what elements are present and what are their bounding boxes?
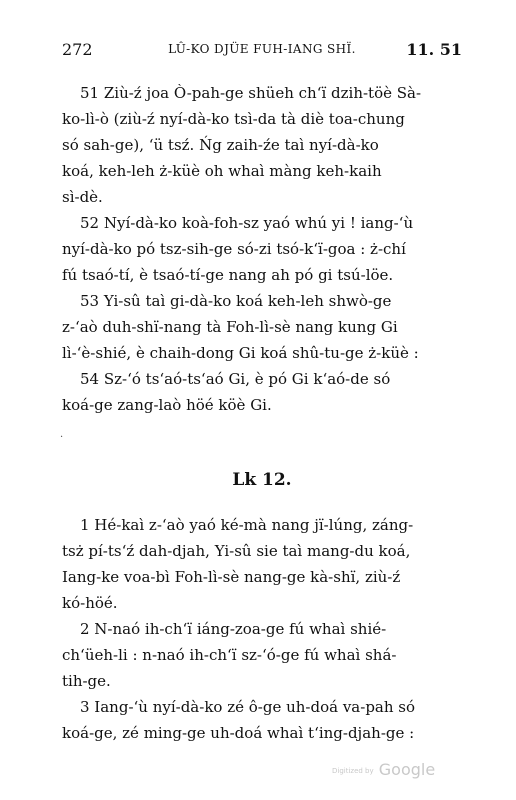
ink-speck: · xyxy=(60,432,64,443)
page-number: 272 xyxy=(62,40,93,59)
verse-53 xyxy=(62,288,462,366)
text-line: 3 Iang-‘ù nyí-dà-ko zé ô-ge uh-doá va-pah só xyxy=(80,698,416,716)
text-line: lì-‘è-shié, è chaih-dong Gi koá shû-tu-ge ż-küè : xyxy=(62,344,419,362)
text-line: 54 Sz-‘ó ts‘aó-ts‘aó Gi, è pó Gi k‘aó-de só xyxy=(80,370,391,388)
text-line: fú tsaó-tí, è tsaó-tí-ge nang ah pó gi tsú-löe. xyxy=(62,266,394,284)
text-line: 52 Nyí-dà-ko koà-foh-sz yaó whú yi ! iang-‘ù xyxy=(80,214,414,232)
verse-3 xyxy=(62,694,462,746)
page-header xyxy=(62,40,462,64)
chapter-verse-ref: 11. 51 xyxy=(406,40,462,59)
text-line: koá-ge, zé ming-ge uh-doá whaì t‘ing-djah-ge : xyxy=(62,724,415,742)
text-line: 53 Yi-sû taì gi-dà-ko koá keh-leh shwò-ge xyxy=(80,292,392,310)
watermark-brand: Google xyxy=(378,760,436,779)
text-line: z-‘aò duh-shï-nang tà Foh-lì-sè nang kung Gi xyxy=(62,318,398,336)
text-line: koá, keh-leh ż-küè oh whaì màng keh-kaih xyxy=(62,162,382,180)
text-line: kó-höé. xyxy=(62,594,118,612)
text-line: 51 Ziù-ź joa Ò-pah-ge shüeh ch‘ï dzih-töè Sà- xyxy=(80,84,422,102)
watermark-prefix: Digitized by xyxy=(332,767,374,775)
verse-2 xyxy=(62,616,462,694)
verse-1 xyxy=(62,512,462,616)
text-line: sì-dè. xyxy=(62,188,103,206)
text-line: tih-ge. xyxy=(62,672,111,690)
verse-54 xyxy=(62,366,462,418)
text-line: ko-lì-ò (ziù-ź nyí-dà-ko tsì-da tà diè toa-chung xyxy=(62,110,405,128)
text-line: koá-ge zang-laò höé köè Gi. xyxy=(62,396,272,414)
digitized-watermark xyxy=(332,760,435,779)
verse-52 xyxy=(62,210,462,288)
text-line: 2 N-naó ih-ch‘ï iáng-zoa-ge fú whaì shié- xyxy=(80,620,387,638)
running-title: LÛ-KO DJÜE FUH-IANG SHÏ. xyxy=(168,42,356,56)
verse-51 xyxy=(62,80,462,210)
chapter-heading: Lk 12. xyxy=(232,470,292,490)
text-line: 1 Hé-kaì z-‘aò yaó ké-mà nang jï-lúng, záng- xyxy=(80,516,414,534)
text-line: só sah-ge), ‘ü tsź. Ńg zaih-źe taì nyí-dà-ko xyxy=(62,136,379,154)
text-line: tsż pí-ts‘ź dah-djah, Yi-sû sie taì mang-du koá, xyxy=(62,542,411,560)
text-line: nyí-dà-ko pó tsz-sih-ge só-zi tsó-k‘ï-goa : ż-chí xyxy=(62,240,406,258)
text-line: Iang-ke voa-bì Foh-lì-sè nang-ge kà-shï, ziù-ź xyxy=(62,568,401,586)
text-line: ch‘üeh-li : n-naó ih-ch‘ï sz-‘ó-ge fú whaì shá- xyxy=(62,646,397,664)
